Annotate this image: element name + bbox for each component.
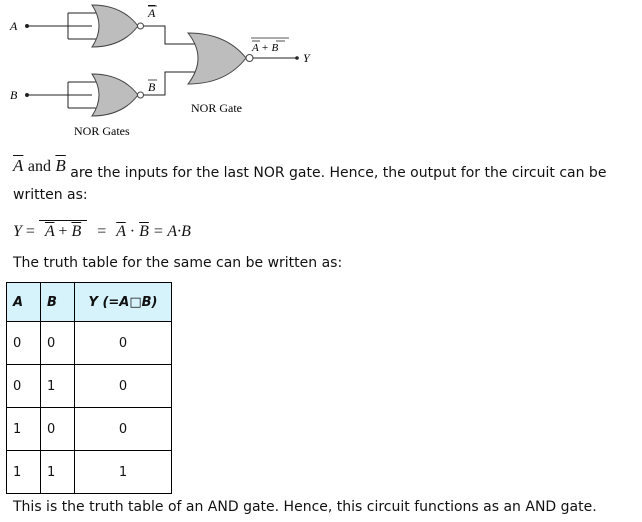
eq-dot: ·	[129, 223, 136, 240]
output-equation	[13, 220, 191, 241]
output-node	[295, 56, 299, 60]
intro-line-2: written as:	[13, 187, 88, 203]
truth-table	[6, 282, 172, 494]
eq-result: = A·B	[152, 223, 191, 240]
intro-a-bar: $\overline{A}$	[13, 156, 24, 175]
cell-y: 1	[75, 451, 172, 494]
intro-b-bar: $\overline{B}$	[55, 156, 66, 175]
intro-and: and	[27, 158, 51, 175]
header-b: B	[41, 283, 75, 322]
truth-table-header	[7, 283, 172, 322]
cell-y: 0	[75, 365, 172, 408]
cell-a: 0	[7, 322, 41, 365]
output-y-label: Y	[303, 51, 310, 65]
eq-a-double-bar: $\overline{A}$	[116, 223, 126, 240]
cell-a: 1	[7, 451, 41, 494]
eq-a-bar: $\overline{A}$	[44, 223, 55, 240]
cell-b: 0	[41, 408, 75, 451]
eq-b-double-bar: $\overline{B}$	[139, 223, 149, 240]
wire-a-bar-label: A	[148, 6, 156, 20]
wire-b-bar-label: B	[148, 80, 156, 94]
header-a: A	[7, 283, 41, 322]
eq-equals-2: =	[97, 223, 107, 240]
header-y: Y (=A□B)	[75, 283, 172, 322]
table-row	[7, 451, 172, 494]
intro-line-1	[13, 156, 607, 181]
nor-gate-2	[92, 74, 144, 116]
input-a-label: A	[10, 19, 18, 33]
cell-a: 0	[7, 365, 41, 408]
eq-b-bar: $\overline{B}$	[71, 223, 82, 240]
eq-nor-expr	[39, 220, 87, 241]
caption-nor-gates: NOR Gates	[74, 124, 130, 138]
eq-y: Y	[13, 223, 22, 240]
cell-y: 0	[75, 408, 172, 451]
eq-plus: +	[58, 223, 68, 240]
table-row	[7, 408, 172, 451]
nor-gate-1	[92, 5, 144, 47]
cell-y: 0	[75, 322, 172, 365]
cell-b: 1	[41, 451, 75, 494]
cell-b: 1	[41, 365, 75, 408]
eq-equals-1: =	[25, 223, 35, 240]
cell-b: 0	[41, 322, 75, 365]
output-expression: A + B	[252, 42, 279, 54]
nor-circuit-diagram	[0, 0, 642, 145]
table-row	[7, 365, 172, 408]
caption-nor-gate: NOR Gate	[191, 101, 242, 115]
input-b-label: B	[10, 88, 18, 102]
intro-rest: are the inputs for the last NOR gate. Hence, the output for the circuit can be	[70, 165, 607, 181]
table-row	[7, 322, 172, 365]
truth-table-intro: The truth table for the same can be written as:	[13, 255, 343, 271]
conclusion: This is the truth table of an AND gate. Hence, this circuit functions as an AND gate.	[13, 499, 597, 515]
nor-gate-final	[188, 33, 253, 84]
cell-a: 1	[7, 408, 41, 451]
